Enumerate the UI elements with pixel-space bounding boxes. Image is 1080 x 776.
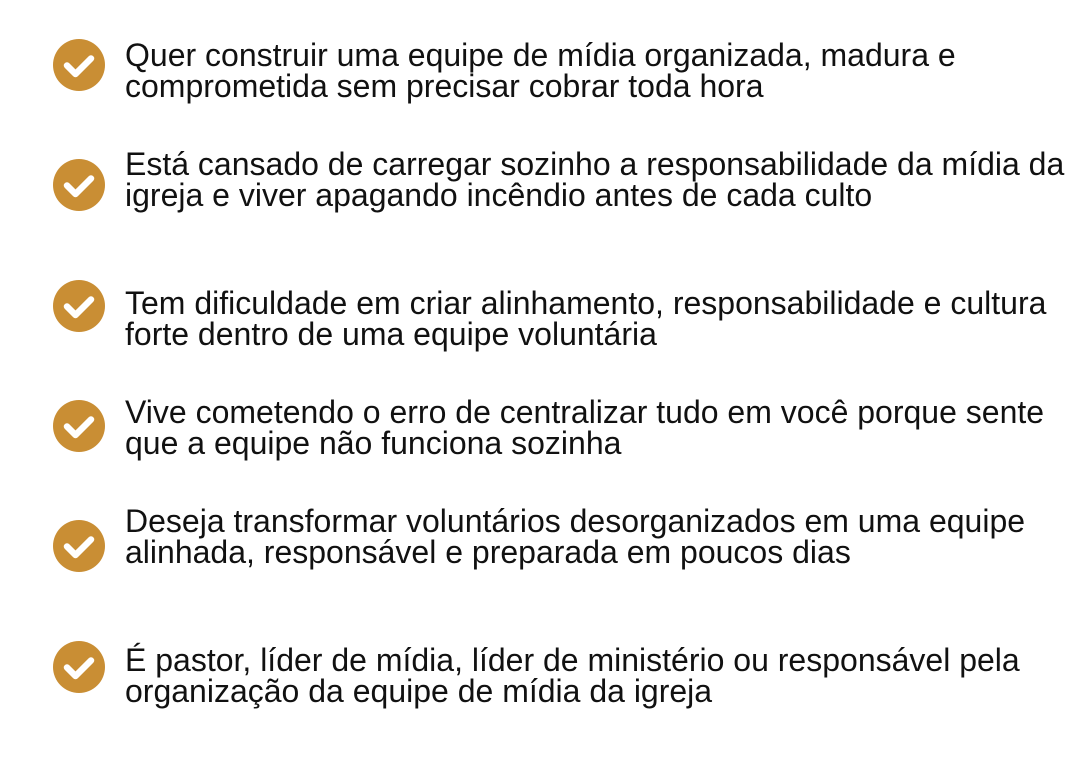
- check-circle-icon: [53, 39, 105, 91]
- list-item-text: Vive cometendo o erro de centralizar tudo em você porque sente que a equipe não funciona sozinha: [125, 394, 1045, 461]
- check-circle-icon: [53, 280, 105, 332]
- check-circle-icon: [53, 159, 105, 211]
- list-item-text: Está cansado de carregar sozinho a responsabilidade da mídia da igreja e viver apagando incêndio antes de cada culto: [125, 146, 1065, 213]
- check-circle-icon: [53, 641, 105, 693]
- list-item-text: Deseja transformar voluntários desorganizados em uma equipe alinhada, responsável e preparada em poucos dias: [125, 503, 1026, 570]
- list-item-text: É pastor, líder de mídia, líder de ministério ou responsável pela organização da equipe de mídia da igreja: [125, 642, 1020, 709]
- list-item-text: Tem dificuldade em criar alinhamento, responsabilidade e cultura forte dentro de uma equipe voluntária: [125, 285, 1047, 352]
- check-circle-icon: [53, 520, 105, 572]
- check-circle-icon: [53, 400, 105, 452]
- list-item-text: Quer construir uma equipe de mídia organizada, madura e comprometida sem precisar cobrar toda hora: [125, 37, 956, 104]
